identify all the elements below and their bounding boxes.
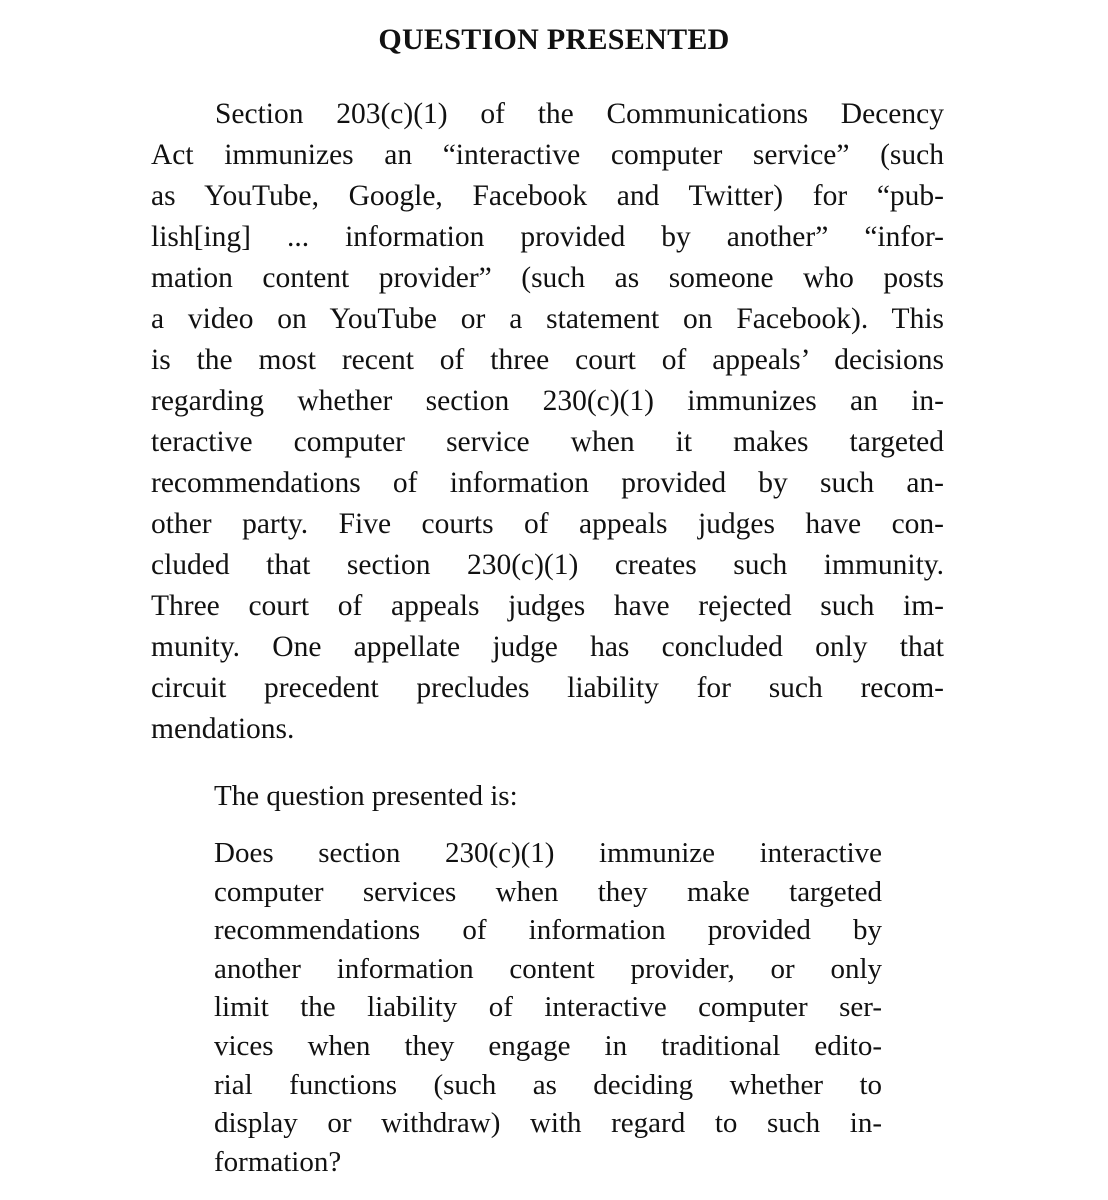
body-line: mendations. <box>151 713 295 745</box>
body-line: circuit precedent precludes liability for such recom- <box>151 672 944 704</box>
body-line: recommendations of information provided by such an- <box>151 467 944 499</box>
question-paragraph <box>214 834 882 1181</box>
question-line: display or withdraw) with regard to such in- <box>214 1107 882 1140</box>
question-intro: The question presented is: <box>214 780 518 812</box>
body-line: mation content provider” (such as someone who posts <box>151 262 944 294</box>
body-paragraph <box>151 94 944 750</box>
body-line: Three court of appeals judges have rejected such im- <box>151 590 944 622</box>
body-line: as YouTube, Google, Facebook and Twitter) for “pub- <box>151 180 944 212</box>
question-line: rial functions (such as deciding whether to <box>214 1068 882 1101</box>
question-line: another information content provider, or only <box>214 952 882 985</box>
body-line: Section 203(c)(1) of the Communications Decency <box>215 98 944 130</box>
body-line: munity. One appellate judge has concluded only that <box>151 631 944 663</box>
question-line: Does section 230(c)(1) immunize interactive <box>214 837 882 869</box>
body-line: other party. Five courts of appeals judges have con- <box>151 508 944 540</box>
body-line: a video on YouTube or a statement on Facebook). This <box>151 303 944 335</box>
body-line: teractive computer service when it makes targeted <box>151 426 944 458</box>
body-line: Act immunizes an “interactive computer service” (such <box>151 139 944 171</box>
section-heading: QUESTION PRESENTED <box>378 23 730 56</box>
body-line: is the most recent of three court of appeals’ decisions <box>151 344 944 376</box>
body-line: regarding whether section 230(c)(1) immunizes an in- <box>151 385 944 417</box>
body-line: lish[ing] ... information provided by another” “infor- <box>151 221 944 253</box>
question-line: limit the liability of interactive computer ser- <box>214 991 882 1024</box>
question-line: recommendations of information provided by <box>214 914 882 947</box>
question-line: vices when they engage in traditional edito- <box>214 1029 882 1062</box>
body-line: cluded that section 230(c)(1) creates such immunity. <box>151 549 944 581</box>
question-line: computer services when they make targeted <box>214 875 882 908</box>
question-line: formation? <box>214 1145 342 1178</box>
